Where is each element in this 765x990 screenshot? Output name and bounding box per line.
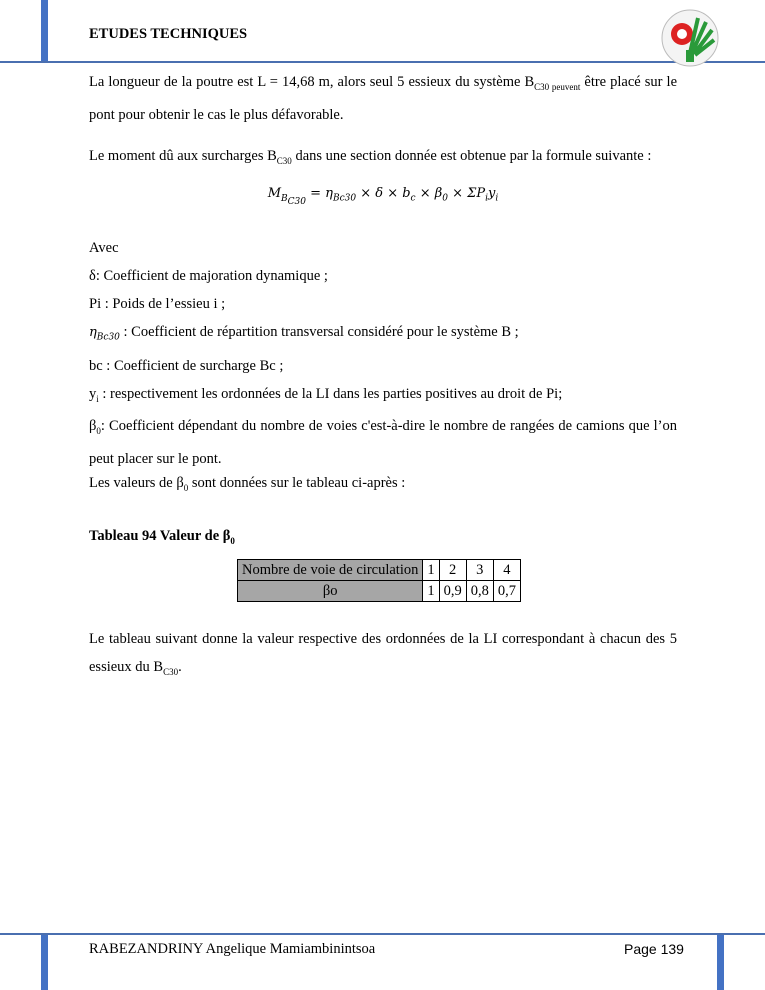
def-pi: Pi : Poids de l’essieu i ; [89, 296, 226, 312]
paragraph-beam-length: La longueur de la poutre est L = 14,68 m, alors seul 5 essieux du système $B_{C30 peuvent}$ être placé sur le pont pour obtenir le cas le plus défavorable. [89, 74, 678, 123]
footer-author: RABEZANDRINY Angelique Mamiambinintsoa [89, 941, 376, 957]
paragraph-beta-values: Les valeurs de $\beta_0$ sont données sur le tableau ci-après : [89, 475, 406, 493]
table-row [238, 560, 521, 581]
table-cell: 2 [439, 560, 466, 581]
header-rule [0, 61, 765, 63]
table-row [238, 581, 521, 602]
footer-accent-bar-right [717, 935, 724, 990]
def-eta: $\eta_{Bc30}$ : Coefficient de répartition transversal considéré pour le système B ; [89, 324, 519, 343]
formula-moment: $M_{B_{C30}} = \eta_{Bc30} \times \delta \times b_c \times \beta_0 \times \Sigma P_iy_i$ [267, 186, 499, 207]
table-cell: 0,7 [493, 581, 520, 602]
paragraph-ordinates: Le tableau suivant donne la valeur respective des ordonnées de la LI correspondant à chacun des 5 essieux du $B_{C30}$. [89, 631, 677, 677]
page-number: Page 139 [624, 941, 684, 957]
def-delta: δ: Coefficient de majoration dynamique ; [89, 268, 328, 284]
avec-label: Avec [89, 240, 119, 256]
table-cell: βo [238, 581, 423, 602]
footer-accent-bar-left [41, 935, 48, 990]
header-accent-bar [41, 0, 48, 62]
table-cell: 0,9 [439, 581, 466, 602]
header-title: ETUDES TECHNIQUES [89, 26, 248, 42]
footer-rule [0, 933, 765, 935]
table-cell: 1 [423, 560, 439, 581]
definitions [89, 234, 677, 473]
table-cell: 4 [493, 560, 520, 581]
table-cell: 1 [423, 581, 439, 602]
table-cell: Nombre de voie de circulation [238, 560, 423, 581]
def-beta0: $\beta_0$: Coefficient dépendant du nombre de voies c'est-à-dire le nombre de rangées de camions que l’on peut placer sur le pont. [89, 418, 677, 468]
school-logo-icon [660, 8, 720, 68]
table-cell: 0,8 [466, 581, 493, 602]
beta-table [237, 559, 521, 602]
paragraph-moment: Le moment dû aux surcharges $B_{C30}$ dans une section donnée est obtenue par la formule suivante : [89, 148, 652, 166]
table-caption: Tableau 94 Valeur de $\beta_0$ [89, 528, 235, 546]
def-bc: bc : Coefficient de surcharge Bc ; [89, 357, 284, 374]
def-yi: $y_i$ : respectivement les ordonnées de la LI dans les parties positives au droit de Pi; [89, 385, 563, 404]
table-cell: 3 [466, 560, 493, 581]
